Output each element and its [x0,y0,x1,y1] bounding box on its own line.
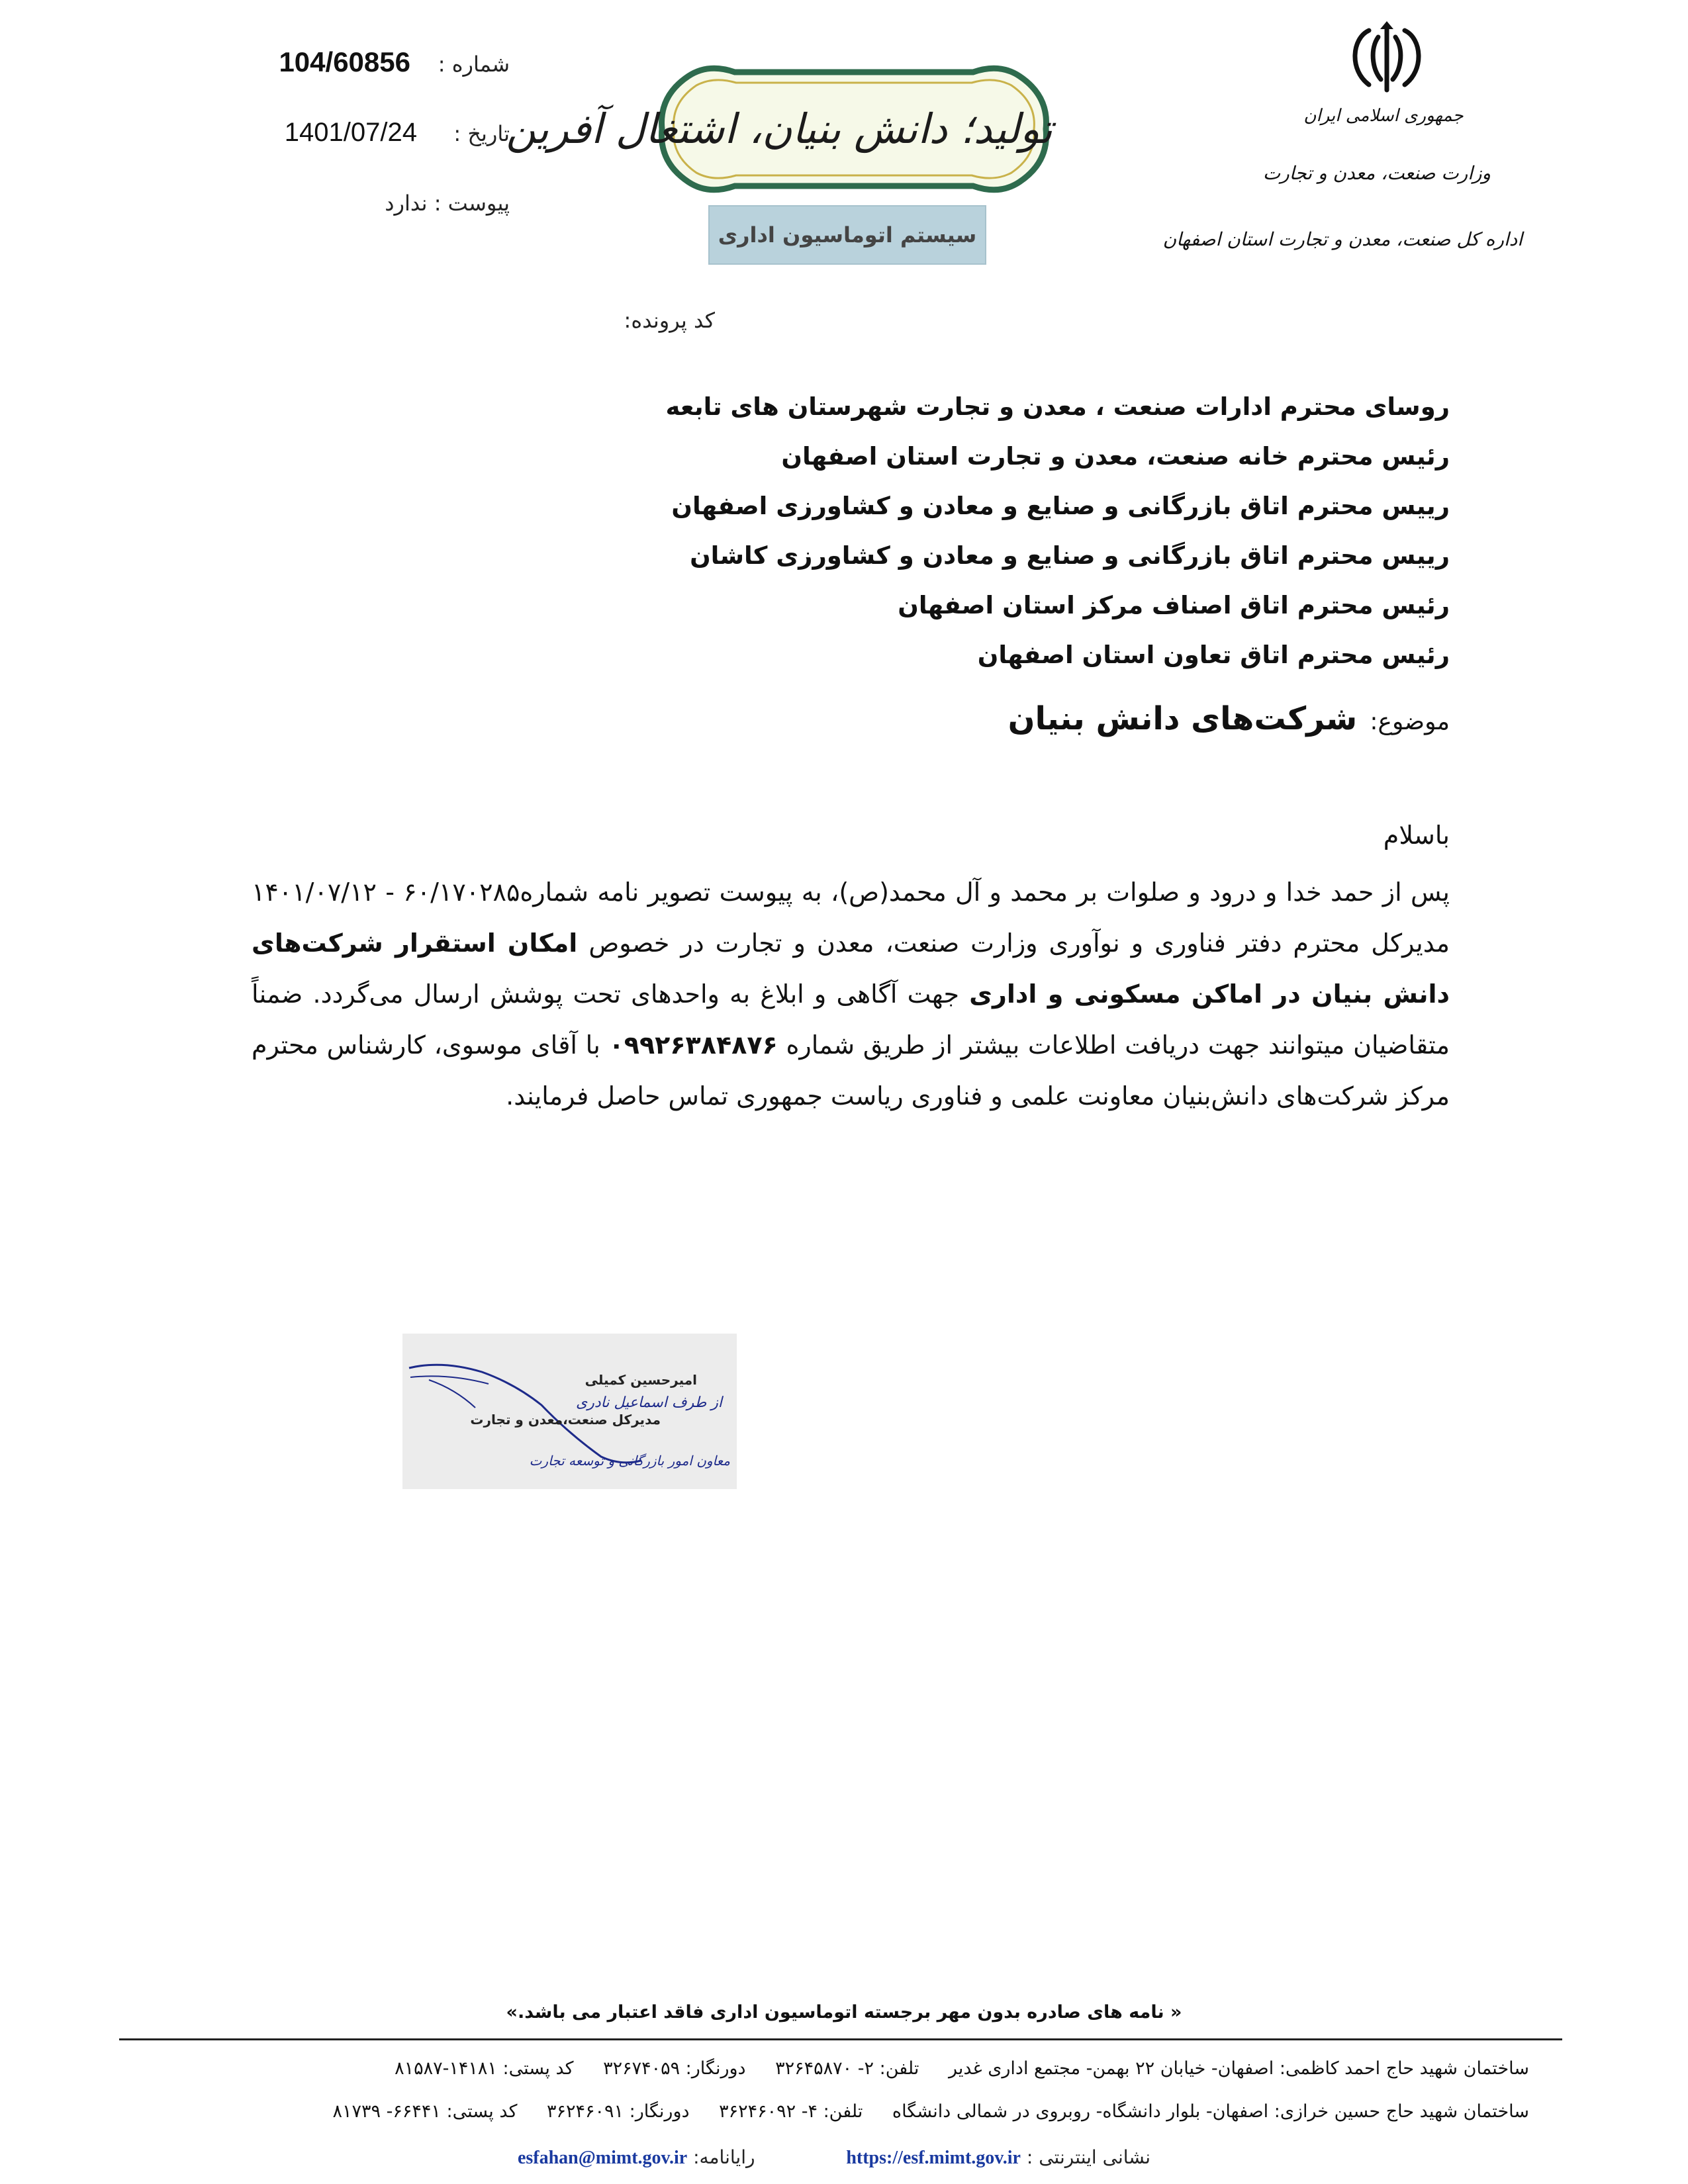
subject-row [523,700,1450,753]
letter-date-value: 1401/07/24 [284,118,417,147]
case-code-label: کد پرونده: [624,308,715,333]
footer-address: ساختمان شهید حاج حسین خرازی: اصفهان- بلوار دانشگاه- روبروی در شمالی دانشگاه [892,2101,1529,2122]
contact-phone: ۰۹۹۲۶۳۸۴۸۷۶ [608,1030,778,1060]
website-link[interactable]: https://esf.mimt.gov.ir [846,2148,1021,2168]
footer-validity-note: « نامه های صادره بدون مهر برجسته اتوماسیون اداری فاقد اعتبار می باشد.» [506,2002,1182,2023]
body-text-part: با آقای موسوی، کارشناس محترم مرکز شرکت‌های دانش‌بنیان معاونت علمی و فناوری ریاست جمهوری تماس حاصل فرمایند. [252,1030,1450,1111]
footer-phone: تلفن: ۴- ۳۶۲۴۶۰۹۲ [719,2101,863,2122]
recipient-line: رییس محترم اتاق بازرگانی و صنایع و معادن و کشاورزی اصفهان [671,492,1450,520]
footer-fax: دورنگار: ۳۲۶۷۴۰۵۹ [603,2058,746,2079]
iran-emblem-icon [1337,19,1436,98]
website-label: نشانی اینترنتی : [1026,2146,1151,2168]
body-text-part: پس از حمد خدا و درود و صلوات بر محمد و آل محمد(ص)، به پیوست تصویر نامه شماره۶۰/۱۷۰۲۸۵ - ۱۴۰۱/۰۷/۱۲ مدیرکل محترم دفتر فناوری و نوآوری وزارت صنعت، معدن و تجارت در خصوص [252,878,1450,958]
body-emphasis: امکان استقرار شرکت‌های دانش بنیان در اماکن مسکونی و اداری [252,929,1450,1009]
email-link[interactable]: esfahan@mimt.gov.ir [517,2148,688,2168]
government-name: جمهوری اسلامی ایران [1303,106,1464,126]
footer-phone: تلفن: ۲- ۳۲۶۴۵۸۷۰ [775,2058,919,2079]
letter-number-value: 104/60856 [279,46,410,77]
signatory-deputy: معاون امور بازرگانی و توسعه تجارت [529,1453,730,1469]
body-text-part: جهت آگاهی و ابلاغ به واحدهای تحت پوشش ارسال می‌گردد. ضمناً متقاضیان میتوانند جهت دریافت اطلاعات بیشتر از طریق شماره [252,979,1450,1060]
system-badge: سیستم اتوماسیون اداری [708,205,986,265]
body-paragraph [252,867,1450,1122]
footer-postal-code: کد پستی: ۱۴۱۸۱-۸۱۵۸۷ [395,2058,574,2079]
footer-fax: دورنگار: ۳۶۲۴۶۰۹۱ [547,2101,690,2122]
signatory-name: امیرحسین کمیلی [585,1372,697,1388]
recipient-line: رییس محترم اتاق بازرگانی و صنایع و معادن و کشاورزی کاشان [690,541,1450,570]
recipient-line: رئیس محترم اتاق تعاون استان اصفهان [977,641,1450,669]
recipient-line: رئیس محترم خانه صنعت، معدن و تجارت استان اصفهان [781,442,1450,471]
attachment-line: پیوست : ندارد [385,191,510,216]
email-label: رایانامه: [693,2146,755,2168]
letter-number-label: شماره : [438,52,510,77]
footer-address-line [139,2101,1529,2122]
subject-value: شرکت‌های دانش بنیان [1008,700,1358,737]
slogan-text: تولید؛ دانش بنیان، اشتغال آفرین [506,105,1053,153]
ministry-name: وزارت صنعت، معدن و تجارت [1262,162,1491,184]
recipient-line: رئیس محترم اتاق اصناف مرکز استان اصفهان [898,591,1450,619]
signatory-title: مدیرکل صنعت،معدن و تجارت [470,1412,661,1428]
footer-postal-code: کد پستی: ۶۶۴۴۱- ۸۱۷۳۹ [332,2101,518,2122]
directorate-name: اداره کل صنعت، معدن و تجارت استان اصفهان [1162,228,1523,250]
letter-date-label: تاریخ : [453,121,510,146]
footer-address-line [139,2058,1529,2079]
footer-address: ساختمان شهید حاج احمد کاظمی: اصفهان- خیابان ۲۲ بهمن- مجتمع اداری غدیر [948,2058,1529,2079]
footer-contact-line [437,2146,1231,2169]
signatory-on-behalf: از طرف اسماعیل نادری [575,1394,722,1411]
greeting: باسلام [1383,821,1450,850]
footer-divider [119,2038,1562,2040]
subject-label: موضوع: [1370,708,1450,735]
recipient-line: روسای محترم ادارات صنعت ، معدن و تجارت شهرستان های تابعه [665,392,1450,421]
signature-block [402,1334,737,1489]
